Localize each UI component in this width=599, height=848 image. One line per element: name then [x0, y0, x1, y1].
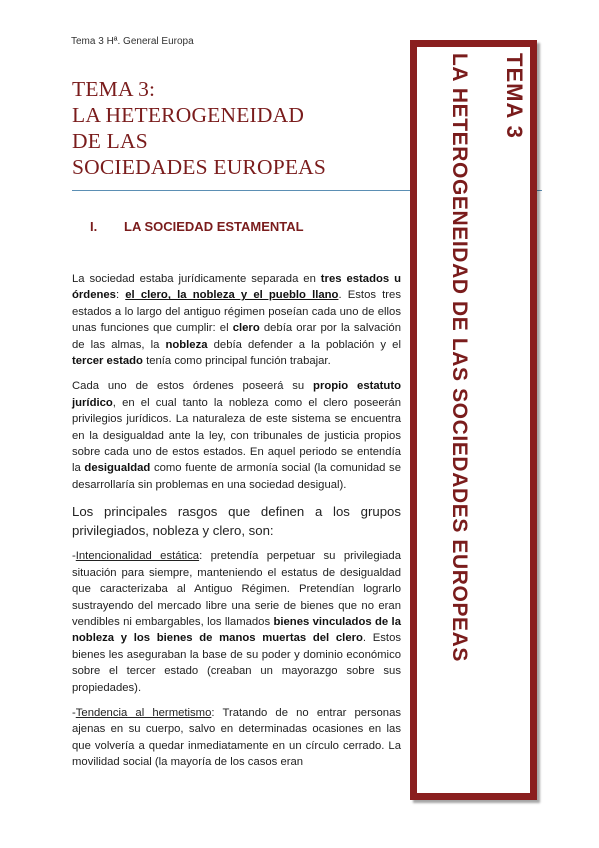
- underlined-term: Intencionalidad estática: [75, 550, 200, 563]
- text-run: Cada uno de estos órdenes poseerá su: [72, 380, 314, 393]
- bold-run: nobleza: [165, 338, 208, 351]
- bold-run: tercer estado: [72, 355, 143, 368]
- text-run: , en el cual tanto la nobleza como el clero poseerán privilegios jurídicos. La naturaleza de este sistema se encuentra en la desigualdad ante la ley, con tribunales de justicia propios sobre cada uno de estos estados. En aquel periodo se entendía la: [72, 396, 401, 475]
- section-title: LA SOCIEDAD ESTAMENTAL: [124, 219, 304, 234]
- paragraph-estados: [72, 271, 401, 369]
- underlined-term: Tendencia al hermetismo: [75, 706, 212, 719]
- body-text: [72, 271, 401, 780]
- bold-run: desigualdad: [84, 462, 151, 475]
- bold-underline-run: el clero, la nobleza y el pueblo llano: [125, 289, 339, 302]
- title-line-4: SOCIEDADES EUROPEAS: [72, 155, 327, 179]
- text-run: La sociedad estaba jurídicamente separada en: [72, 273, 321, 285]
- running-header: Tema 3 Hª. General Europa: [71, 36, 194, 47]
- title-line-1: TEMA 3:: [72, 77, 156, 101]
- section-heading: [90, 219, 304, 234]
- text-run: : pretendía perpetuar su privilegiada situación para siempre, manteniendo el estatus de desigualdad que caracterizaba al Antiguo Régimen. Pretendían lograrlo sustrayendo del mercado libre una serie de bienes que no eran vendibles ni embargables, los llamados: [72, 550, 401, 628]
- page-title: [72, 76, 326, 180]
- paragraph-rasgos-intro: Los principales rasgos que definen a los grupos privilegiados, nobleza y clero, son:: [72, 504, 401, 539]
- paragraph-intencionalidad: [72, 548, 401, 696]
- text-run: como fuente de armonía social (la comunidad se desarrollaría sin problemas en una sociedad desigual).: [72, 462, 401, 491]
- sidebar-title-box: [410, 40, 537, 800]
- text-run: debía defender a la población y el: [207, 338, 401, 351]
- bold-run: clero: [232, 322, 260, 335]
- text-run: debía orar por la salvación de las almas, la: [72, 322, 401, 351]
- text-run: . Estos bienes les aseguraban la base de su poder y dominio económico sobre el tercer estado (creaban un mayorazgo sobre sus propiedades).: [72, 632, 401, 694]
- sidebar-long-title: LA HETEROGENEIDAD DE LAS SOCIEDADES EUROPEAS: [448, 53, 471, 663]
- paragraph-hermetismo: [72, 705, 401, 771]
- list-dash: -: [72, 706, 76, 719]
- bold-run: propio estatuto jurídico: [72, 380, 401, 409]
- text-run: . Estos tres estados a lo largo del antiguo régimen poseían cada uno de ellos unas funciones que cumplir: el: [72, 289, 401, 335]
- sidebar-tema-label: TEMA 3: [502, 53, 527, 139]
- section-number: I.: [90, 219, 98, 234]
- bold-run: bienes vinculados de la nobleza y los bienes de manos muertas del clero: [72, 615, 401, 645]
- text-run: : Tratando de no entrar personas ajenas en su cuerpo, salvo en determinadas ocasiones en las que volvería a quedar inmediatamente en un círculo cerrado. La movilidad social (la mayoría de los casos eran: [72, 706, 401, 769]
- bold-run: tres estados u órdenes: [72, 273, 401, 302]
- text-run: tenía como principal función trabajar.: [142, 355, 331, 368]
- list-dash: -: [72, 550, 76, 563]
- text-run: :: [115, 289, 126, 302]
- paragraph-estatuto: [72, 378, 401, 493]
- title-line-3: DE LAS: [72, 129, 148, 153]
- title-line-2: LA HETEROGENEIDAD: [72, 103, 305, 127]
